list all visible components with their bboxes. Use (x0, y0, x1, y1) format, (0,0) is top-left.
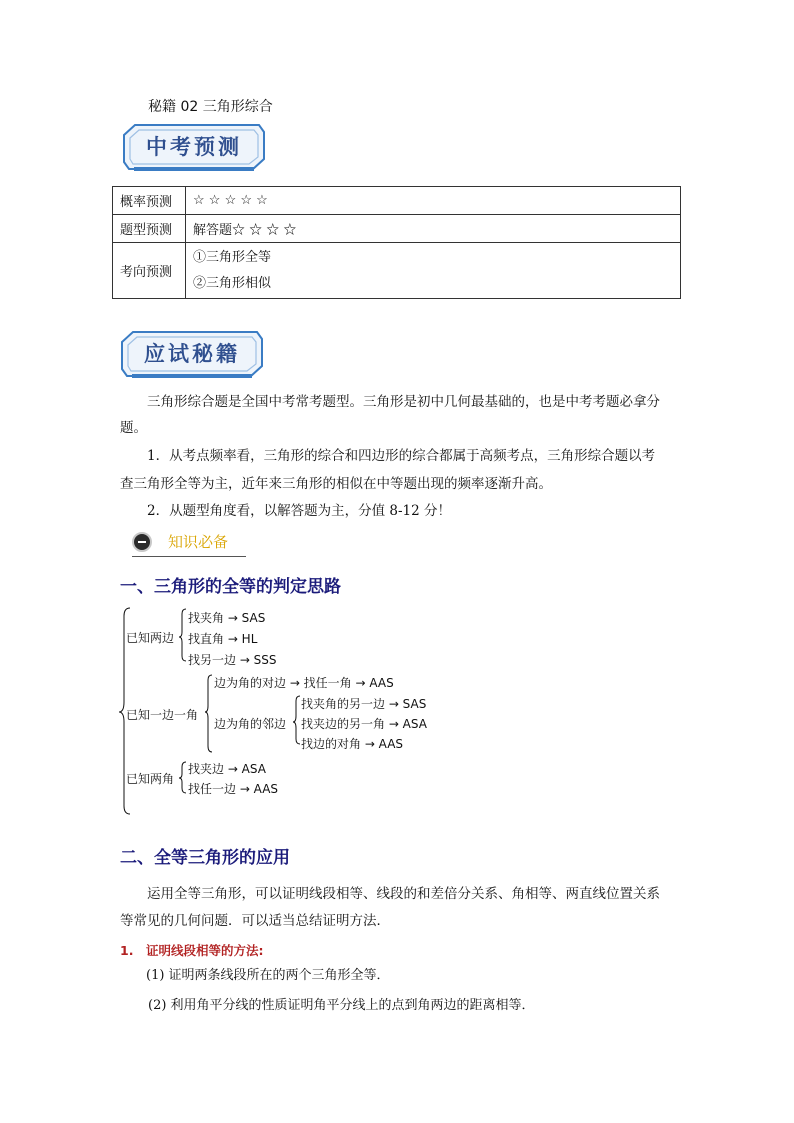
table-value: ☆ ☆ ☆ ☆ ☆ (186, 187, 681, 215)
tips-badge (119, 329, 265, 379)
tree-node-two-angles: 已知两角 (126, 772, 175, 786)
intro-line: 1．从考点频率看，三角形的综合和四边形的综合都属于高频考点，三角形综合题以考 (147, 448, 656, 464)
table-value-line: ②三角形相似 (193, 275, 272, 291)
section-heading: 一、三角形的全等的判定思路 (120, 577, 341, 597)
table-key: 题型预测 (113, 215, 186, 243)
tree-node-adjacent: 边为角的邻边 (214, 717, 287, 731)
tree-node-side-angle: 已知一边一角 (126, 708, 199, 722)
method-item: (2) 利用角平分线的性质证明角平分线上的点到角两边的距离相等． (148, 998, 535, 1013)
table-key: 考向预测 (113, 243, 186, 299)
knowledge-underline (132, 556, 246, 557)
knowledge-badge (132, 527, 246, 557)
tree-leaf: 找夹角的另一边 → SAS (301, 697, 427, 711)
intro-line: 三角形综合题是全国中考常考题型。三角形是初中几何最基础的，也是中考考题必拿分 (147, 394, 660, 410)
section-heading: 二、全等三角形的应用 (120, 848, 290, 868)
section2-paragraph: 等常见的几何问题．可以适当总结证明方法． (120, 913, 390, 929)
tree-leaf: 找边的对角 → AAS (301, 737, 404, 751)
method-item: (1) 证明两条线段所在的两个三角形全等． (146, 968, 390, 983)
table-row (113, 243, 681, 299)
tree-node-two-sides: 已知两边 (126, 631, 175, 645)
table-key: 概率预测 (113, 187, 186, 215)
knowledge-label: 知识必备 (168, 533, 229, 551)
table-value: 解答题☆ ☆ ☆ ☆ (186, 215, 681, 243)
forecast-badge (121, 122, 267, 172)
minus-circle-icon (132, 532, 152, 552)
intro-line: 题。 (120, 420, 147, 436)
forecast-badge-label: 中考预测 (146, 135, 242, 159)
method-heading: 1. 证明线段相等的方法: (120, 943, 264, 958)
intro-line: 2．从题型角度看，以解答题为主，分值 8-12 分！ (147, 503, 451, 519)
intro-line: 查三角形全等为主，近年来三角形的相似在中等题出现的频率逐渐升高。 (120, 476, 552, 492)
table-value-line: ①三角形全等 (193, 249, 272, 265)
tree-leaf: 找直角 → HL (188, 632, 258, 646)
document-title: 秘籍 02 三角形综合 (148, 99, 273, 115)
tree-leaf: 找另一边 → SSS (188, 653, 277, 667)
table-row (113, 187, 681, 215)
tree-leaf: 找任一边 → AAS (188, 782, 279, 796)
tree-leaf: 找夹角 → SAS (188, 611, 266, 625)
tree-leaf: 边为角的对边 → 找任一角 → AAS (214, 676, 394, 690)
tree-leaf: 找夹边的另一角 → ASA (301, 717, 427, 731)
section2-paragraph: 运用全等三角形，可以证明线段相等、线段的和差倍分关系、角相等、两直线位置关系 (147, 886, 660, 902)
table-value (186, 243, 681, 299)
tips-badge-label: 应试秘籍 (144, 342, 240, 366)
tree-leaf: 找夹边 → ASA (188, 762, 266, 776)
forecast-table (112, 186, 681, 299)
table-row (113, 215, 681, 243)
